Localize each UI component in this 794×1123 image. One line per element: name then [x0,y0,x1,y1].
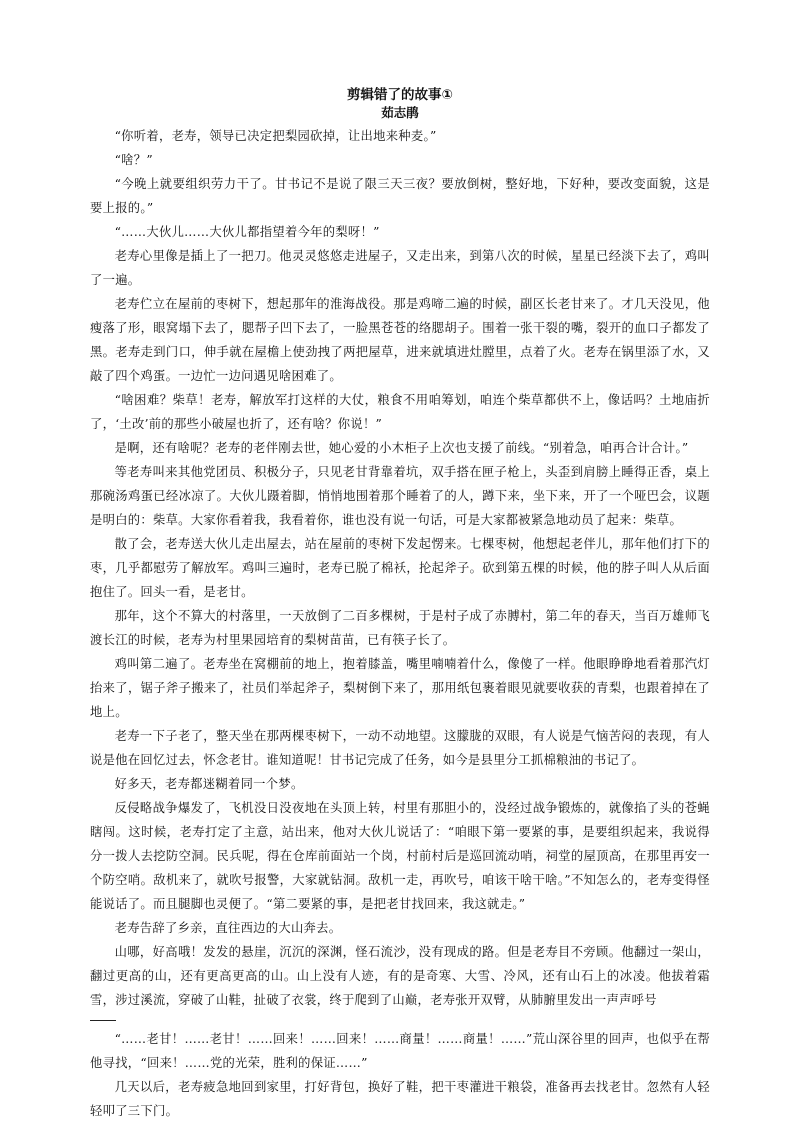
paragraph: “啥？” [114,153,153,167]
paragraph: 是啊，还有啥呢？老寿的老伴刚去世，她心爱的小木柜子上次也支援了前线。“别着急，咱再合计合计。” [114,441,689,455]
paragraph: “……老甘！……老甘！……回来！……回来！……商量！……商量！……”荒山深谷里的回声，也似乎在帮他寻找，“回来！……党的光荣，胜利的保证……” [90,1032,710,1070]
paragraph: 那年，这个不算大的村落里，一天放倒了二百多棵树，于是村子成了赤膊村，第二年的春天，当百万雄师飞渡长江的时候，老寿为村里果园培育的梨树苗苗，已有筷子长了。 [90,609,710,647]
section-divider [90,1020,116,1021]
paragraph: 老寿心里像是插上了一把刀。他灵灵悠悠走进屋子，又走出来，到第八次的时候，星星已经淡下去了，鸡叫了一遍。 [90,249,710,287]
author-name: 茹志鹃 [381,105,419,120]
story-body-after [90,1027,710,1123]
paragraph: 鸡叫第二遍了。老寿坐在窝棚前的地上，抱着膝盖，嘴里喃喃着什么，像傻了一样。他眼睁睁地看着那汽灯抬来了，锯子斧子搬来了，社员们举起斧子，梨树倒下来了，那用纸包裹着眼见就要收获的青梨，也跟着掉在了地上。 [90,657,710,719]
paragraph: “你听着，老寿，领导已决定把梨园砍掉，让出地来种麦。” [114,129,437,143]
paragraph: “啥困难？柴草！老寿，解放军打这样的大仗，粮食不用咱筹划，咱连个柴草都供不上，像话吗？土地庙折了，‘土改’前的那些小破屋也折了，还有啥？你说！” [90,393,710,431]
paragraph: 老寿一下子老了，整天坐在那两棵枣树下，一动不动地望。这朦胧的双眼，有人说是气恼苦闷的表现，有人说是他在回忆过去，怀念老甘。谁知道呢！甘书记完成了任务，如今是县里分工抓棉粮油的书记了。 [90,729,710,767]
paragraph: 山哪，好高哦！发发的悬崖，沉沉的深渊，怪石流沙，没有现成的路。但是老寿目不旁顾。他翻过一架山，翻过更高的山，还有更高更高的山。山上没有人迹，有的是奇寒、大雪、冷风，还有山石上的冰凌。他拔着霜雪，涉过溪流，穿破了山鞋，扯破了衣裳，终于爬到了山巅，老寿张开双臂，从肺腑里发出一声声呼号 [90,945,710,1007]
paragraph: 几天以后，老寿疲急地回到家里，打好背包，换好了鞋，把干枣灌进干粮袋，准备再去找老甘。忽然有人轻轻叩了三下门。 [90,1080,710,1118]
paragraph: “今晚上就要组织劳力干了。甘书记不是说了限三天三夜？要放倒树，整好地，下好种，要改变面貌，这是要上报的。” [90,177,710,215]
paragraph: “……大伙儿……大伙儿都指望着今年的梨呀！” [114,225,380,239]
paragraph: 好多天，老寿都迷糊着同一个梦。 [114,777,304,791]
story-body-before [90,124,710,1012]
paragraph: 老寿告辞了乡亲，直往西边的大山奔去。 [114,921,342,935]
paragraph: 散了会，老寿送大伙儿走出屋去，站在屋前的枣树下发起愣来。七棵枣树，他想起老伴儿，那年他们打下的枣，几乎都慰劳了解放军。鸡叫三遍时，老寿已脱了棉袄，抡起斧子。砍到第五棵的时候，他的脖子叫人从后面抱住了。回头一看，是老甘。 [90,537,710,599]
paragraph: 老寿伫立在屋前的枣树下，想起那年的淮海战役。那是鸡啼二遍的时候，副区长老甘来了。才几天没见，他瘦落了形，眼窝塌下去了，腮帮子凹下去了，一脸黑苍苍的络腮胡子。围着一张干裂的嘴，裂开的血口子都发了黑。老寿走到门口，伸手就在屋檐上使劲拽了两把屋草，进来就填进灶膛里，点着了火。老寿在锅里添了水，又敲了四个鸡蛋。一边忙一边问遇见啥困难了。 [90,297,710,383]
document-page [90,86,710,1123]
story-title: 剪辑错了的故事① [347,87,453,103]
paragraph: 反侵略战争爆发了，飞机没日没夜地在头顶上转，村里有那胆小的，没经过战争锻炼的，就像掐了头的苍蝇瞎闯。这时候，老寿打定了主意，站出来，他对大伙儿说话了：“咱眼下第一要紧的事，是要组织起来，我说得分一拨人去挖防空洞。民兵呢，得在仓库前面站一个岗，村前村后是巡回流动哨，祠堂的屋顶高，在那里再安一个防空哨。敌机来了，就吹号报警，大家就钻洞。敌机一走，再吹号，咱该干啥干啥。”不知怎么的，老寿变得怪能说话了。而且腿脚也灵便了。“第二要紧的事，是把老甘找回来，我这就走。” [90,801,710,911]
paragraph: 等老寿叫来其他党团员、积极分子，只见老甘背靠着坑，双手搭在匣子枪上，头歪到肩膀上睡得正香，桌上那碗汤鸡蛋已经冰凉了。大伙儿蹑着脚，悄悄地围着那个睡着了的人，蹲下来，坐下来，开了一个哑巴会，议题是明白的：柴草。大家你看着我，我看着你，谁也没有说一句话，可是大家都被紧急地动员了起来：柴草。 [90,465,710,527]
